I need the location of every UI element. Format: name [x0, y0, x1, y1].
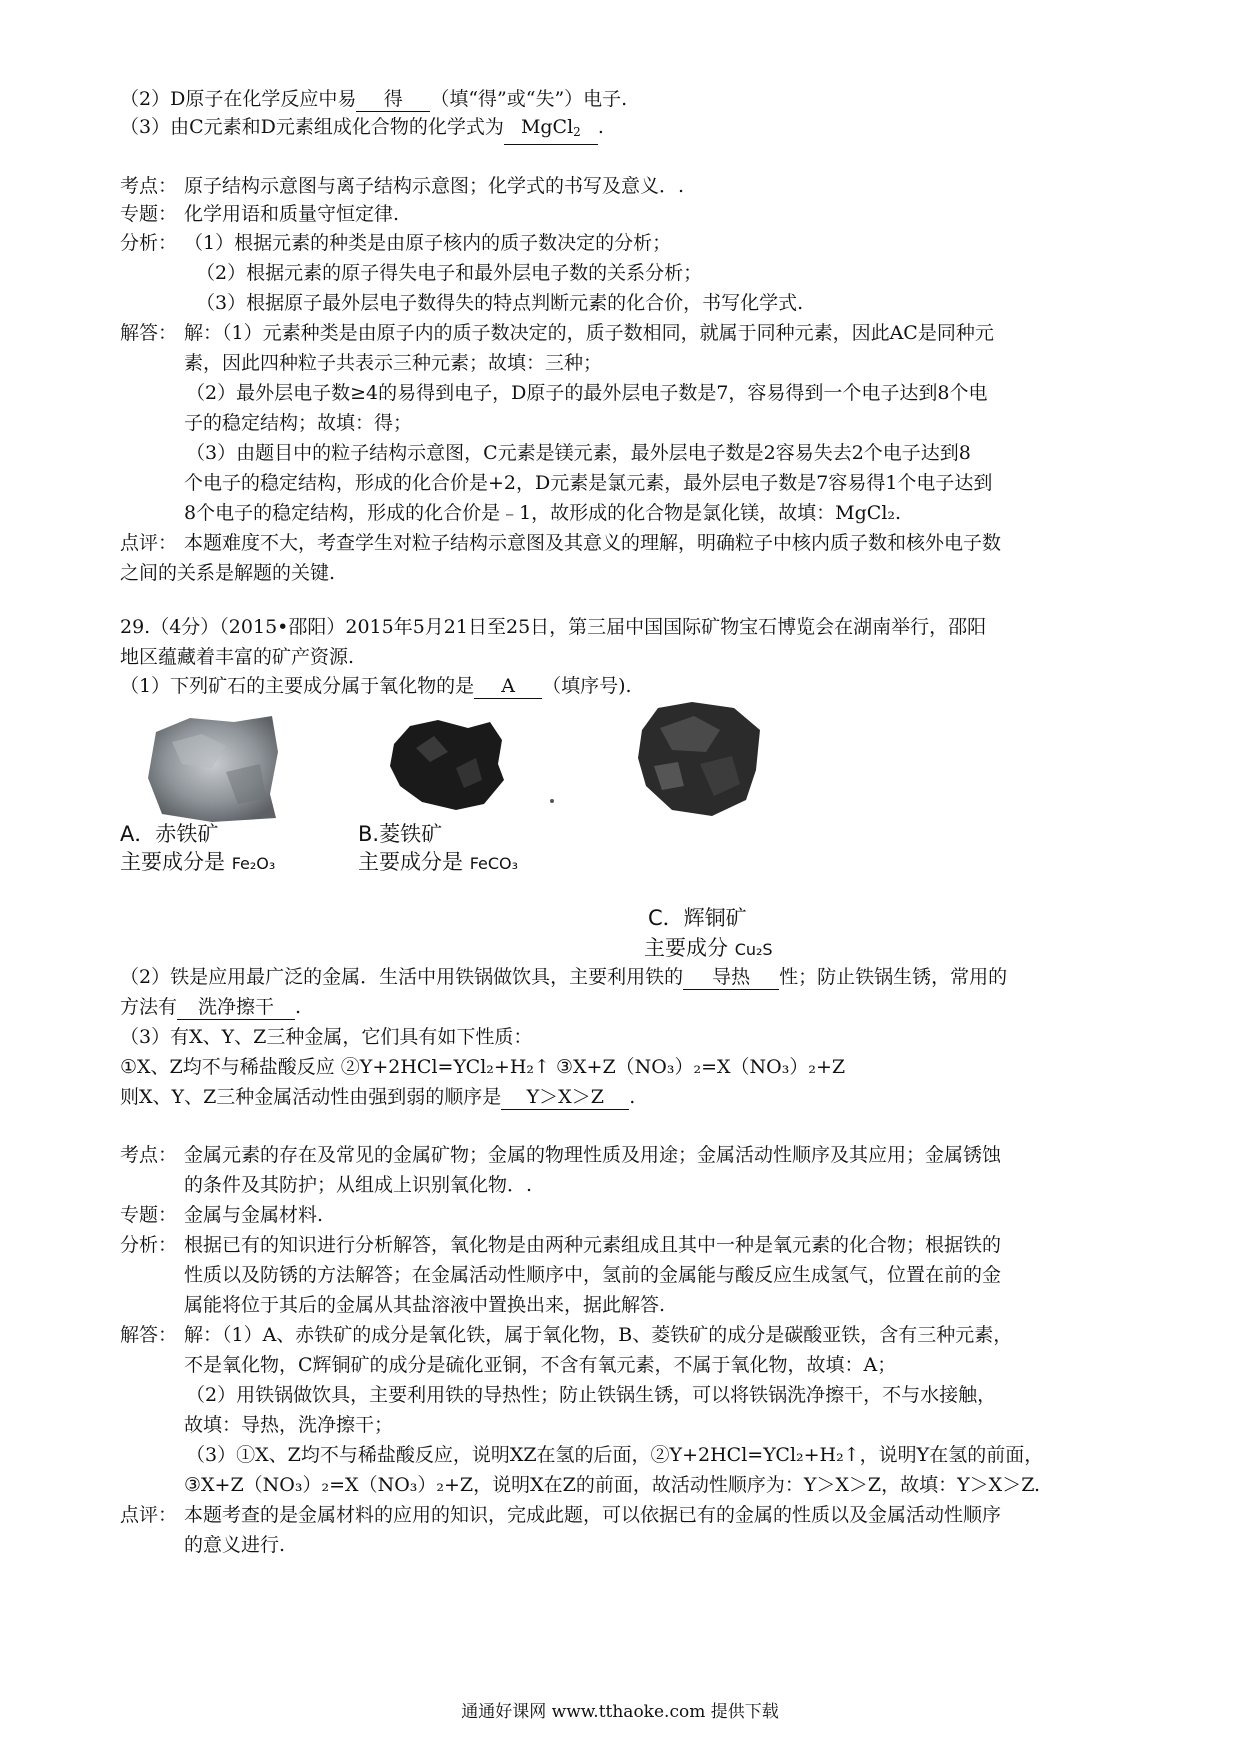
fenxi-label: 分析：: [120, 232, 178, 254]
answer-blank: 导热: [683, 965, 779, 990]
kaodian-line: 金属元素的存在及常见的金属矿物；金属的物理性质及用途；金属活动性顺序及其应用；金属锈蚀: [184, 1144, 1002, 1166]
q29-part2: （2）铁是应用最广泛的金属．生活中用铁锅做饮具，主要利用铁的 导热 性；防止铁锅生锈，常用的: [120, 966, 1008, 988]
hematite-image: [142, 712, 284, 824]
page-footer: 通通好课网 www.tthaoke.com 提供下载: [461, 1702, 779, 1722]
jieda-line: （2）用铁锅做饮具，主要利用铁的导热性；防止铁锅生锈，可以将铁锅洗净擦干，不与水接触，: [186, 1384, 997, 1406]
dianping-line: 之间的关系是解题的关键.: [120, 562, 336, 584]
fenxi-label: 分析：: [120, 1234, 178, 1256]
dianping-line: 本题难度不大，考查学生对粒子结构示意图及其意义的理解，明确粒子中核内质子数和核外电子数: [184, 532, 1002, 554]
jieda-line: （3）由题目中的粒子结构示意图，C元素是镁元素，最外层电子数是2容易失去2个电子达到8: [186, 442, 971, 464]
zhuanti-label: 专题：: [120, 203, 178, 225]
zhuanti-text: 金属与金属材料.: [184, 1204, 324, 1226]
jieda-line: 子的稳定结构；故填：得；: [184, 412, 413, 434]
fenxi-line: （2）根据元素的原子得失电子和最外层电子数的关系分析；: [196, 262, 703, 284]
kaodian-label: 考点：: [120, 175, 178, 197]
kaodian-label: 考点：: [120, 1144, 178, 1166]
fenxi-line: 属能将位于其后的金属从其盐溶液中置换出来，据此解答.: [184, 1294, 666, 1316]
q29-part3-reactions: ①X、Z均不与稀盐酸反应 ②Y+2HCl=YCl₂+H₂↑ ③X+Z（NO₃）₂=X（NO₃）₂+Z: [120, 1056, 846, 1078]
q29-part3: （3）有X、Y、Z三种金属，它们具有如下性质：: [120, 1026, 533, 1048]
fenxi-line: （3）根据原子最外层电子数得失的特点判断元素的化合价，书写化学式.: [196, 292, 804, 314]
answer-blank: A: [474, 674, 542, 699]
dianping-label: 点评：: [120, 1504, 178, 1526]
mineral-a-composition: 主要成分是 Fe₂O₃: [120, 850, 276, 874]
jieda-line: 8个电子的稳定结构，形成的化合价是﹣1，故形成的化合物是氯化镁，故填：MgCl₂.: [184, 502, 902, 524]
dianping-line: 本题考查的是金属材料的应用的知识，完成此题，可以依据已有的金属的性质以及金属活动性顺序: [184, 1504, 1002, 1526]
answer-blank: 得: [356, 87, 430, 112]
dianping-label: 点评：: [120, 532, 178, 554]
jieda-line: 故填：导热，洗净擦干；: [184, 1414, 394, 1436]
jieda-label: 解答：: [120, 322, 178, 344]
fenxi-line: 性质以及防锈的方法解答；在金属活动性顺序中，氢前的金属能与酸反应生成氢气，位置在前的金: [184, 1264, 1002, 1286]
kaodian-line: 的条件及其防护；从组成上识别氧化物．.: [184, 1174, 533, 1196]
answer-blank: MgCl$_2$: [504, 115, 598, 145]
q29-part2-line2: 方法有 洗净擦干 .: [120, 996, 302, 1018]
siderite-image: [386, 718, 506, 812]
q29-part3-question: 则X、Y、Z三种金属活动性由强到弱的顺序是 Y＞X＞Z .: [120, 1086, 636, 1108]
jieda-line: 解：（1）元素种类是由原子内的质子数决定的，质子数相同，就属于同种元素，因此AC是同种元: [184, 322, 994, 344]
jieda-line: （3）①X、Z均不与稀盐酸反应，说明XZ在氢的后面，②Y+2HCl=YCl₂+H₂↑，说明Y在氢的前面，: [186, 1444, 1044, 1466]
mineral-b-name: B.菱铁矿: [358, 822, 443, 846]
jieda-label: 解答：: [120, 1324, 178, 1346]
q29-stem: 29.（4分）（2015•邵阳）2015年5月21日至25日，第三届中国国际矿物宝石博览会在湖南举行，邵阳: [120, 616, 987, 638]
mineral-c-composition: 主要成分 Cu₂S: [644, 936, 773, 960]
zhuanti-text: 化学用语和质量守恒定律.: [184, 203, 400, 225]
jieda-line: （2）最外层电子数≥4的易得到电子，D原子的最外层电子数是7，容易得到一个电子达到8个电: [186, 382, 988, 404]
answer-blank: 洗净擦干: [177, 995, 295, 1020]
mineral-c-name: C．辉铜矿: [648, 906, 747, 930]
fenxi-line: （1）根据元素的种类是由原子核内的质子数决定的分析；: [184, 232, 672, 254]
jieda-line: 解：（1）A、赤铁矿的成分是氧化铁，属于氧化物，B、菱铁矿的成分是碳酸亚铁，含有三种元素，: [184, 1324, 1013, 1346]
kaodian-text: 原子结构示意图与离子结构示意图；化学式的书写及意义．.: [184, 175, 685, 197]
q29-part1: （1）下列矿石的主要成分属于氧化物的是 A （填序号).: [120, 675, 632, 697]
mineral-b-composition: 主要成分是 FeCO₃: [358, 850, 519, 874]
jieda-line: 个电子的稳定结构，形成的化合价是+2，D元素是氯元素，最外层电子数是7容易得1个电子达到: [184, 472, 993, 494]
jieda-line: ③X+Z（NO₃）₂=X（NO₃）₂+Z，说明X在Z的前面，故活动性顺序为：Y＞X＞Z，故填：Y＞X＞Z.: [184, 1474, 1041, 1496]
jieda-line: 素，因此四种粒子共表示三种元素；故填：三种；: [184, 352, 603, 374]
zhuanti-label: 专题：: [120, 1204, 178, 1226]
mineral-a-name: A．赤铁矿: [120, 822, 219, 846]
speck: [550, 799, 554, 803]
chalcocite-image: [636, 700, 764, 818]
fenxi-line: 根据已有的知识进行分析解答，氧化物是由两种元素组成且其中一种是氧元素的化合物；根据铁的: [184, 1234, 1002, 1256]
q28-part3: （3）由C元素和D元素组成化合物的化学式为 MgCl$_2$ .: [120, 112, 604, 145]
q29-stem: 地区蕴藏着丰富的矿产资源.: [120, 646, 355, 668]
answer-blank: Y＞X＞Z: [501, 1085, 629, 1110]
dianping-line: 的意义进行.: [184, 1534, 286, 1556]
jieda-line: 不是氧化物，C辉铜矿的成分是硫化亚铜，不含有氧元素，不属于氧化物，故填：A；: [184, 1354, 897, 1376]
q28-part2: （2）D原子在化学反应中易 得 （填“得”或“失”）电子.: [120, 88, 628, 110]
